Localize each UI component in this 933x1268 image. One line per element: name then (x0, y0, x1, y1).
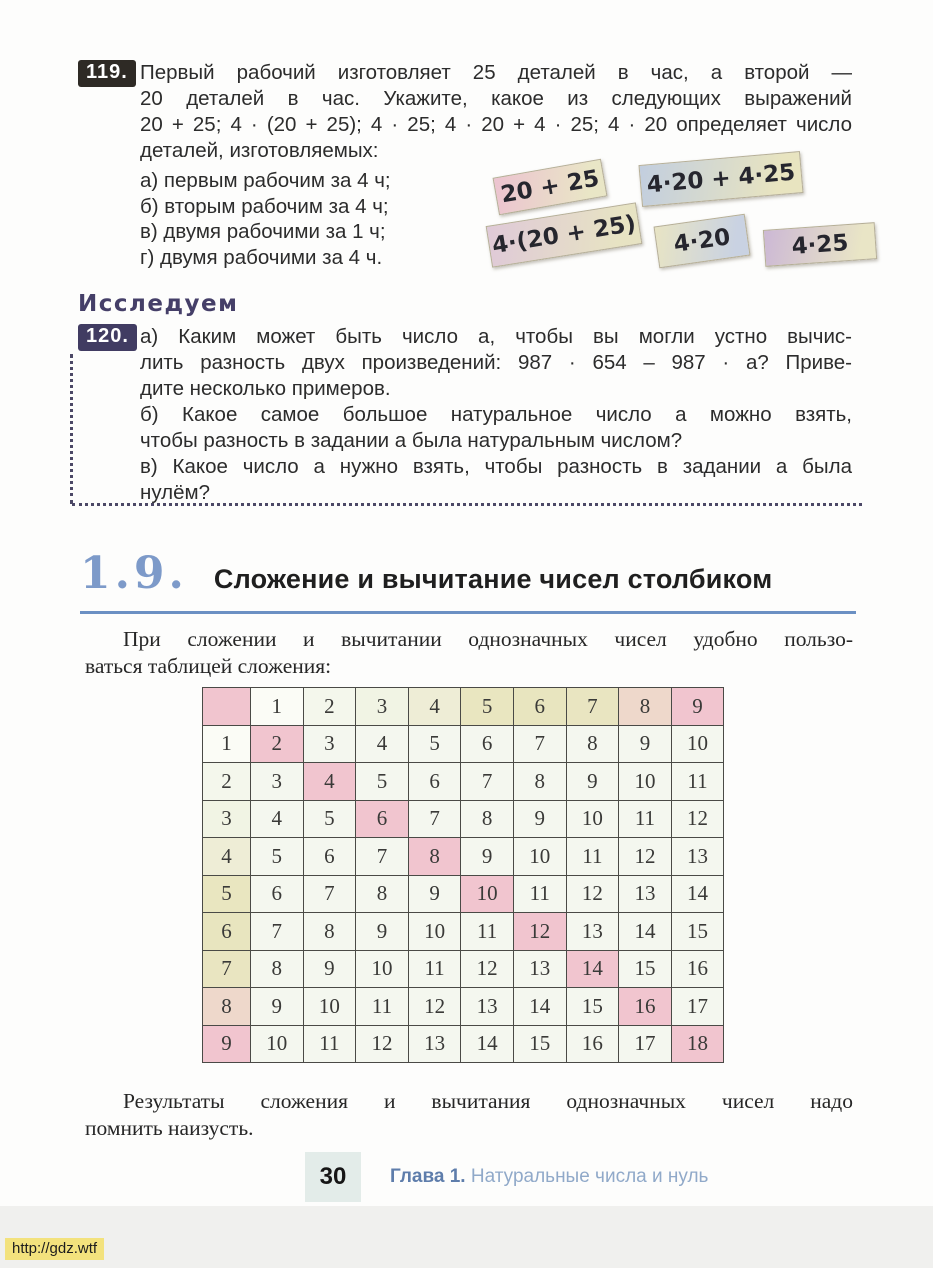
table-cell: 10 (513, 838, 566, 876)
table-cell: 6 (513, 688, 566, 726)
table-cell: 2 (203, 763, 251, 801)
table-cell: 12 (408, 988, 461, 1026)
table-cell: 10 (303, 988, 356, 1026)
table-cell: 13 (513, 950, 566, 988)
text-line: 20 деталей в час. Укажите, какое из следующих выражений (140, 87, 852, 110)
table-cell: 4 (203, 838, 251, 876)
table-cell: 10 (251, 1025, 304, 1063)
table-cell: 9 (303, 950, 356, 988)
table-cell: 8 (408, 838, 461, 876)
table-cell: 8 (303, 913, 356, 951)
table-cell: 15 (566, 988, 619, 1026)
table-cell: 6 (203, 913, 251, 951)
table-cell: 4 (408, 688, 461, 726)
table-cell: 7 (356, 838, 409, 876)
problem-119-options (140, 168, 391, 270)
table-cell: 8 (251, 950, 304, 988)
text-line: б) Какое самое большое натуральное число а можно взять, (140, 403, 852, 426)
table-cell: 11 (408, 950, 461, 988)
table-cell: 12 (513, 913, 566, 951)
addition-table-wrap (202, 687, 724, 1063)
table-cell: 14 (619, 913, 672, 951)
text-line: При сложении и вычитании однозначных чисел удобно пользо- (123, 627, 853, 651)
table-cell: 9 (251, 988, 304, 1026)
research-dotted-left-border (70, 354, 73, 504)
research-dotted-separator (72, 503, 862, 506)
table-cell: 12 (566, 875, 619, 913)
table-cell: 5 (408, 725, 461, 763)
table-cell: 8 (513, 763, 566, 801)
text-line: нулём? (140, 481, 210, 504)
problem-119-text (140, 60, 852, 164)
table-cell: 11 (356, 988, 409, 1026)
text-line: лить разность двух произведений: 987 · 654 – 987 · а? Приве- (140, 351, 852, 374)
table-cell: 6 (408, 763, 461, 801)
text-line: 20 + 25; 4 · (20 + 25); 4 · 25; 4 · 20 + 4 · 25; 4 · 20 определяет число (140, 113, 852, 136)
table-cell: 13 (408, 1025, 461, 1063)
text-line: Результаты сложения и вычитания однозначных чисел надо (123, 1089, 853, 1113)
problem-120-number-badge: 120. (78, 324, 137, 351)
table-cell: 2 (303, 688, 356, 726)
table-cell: 9 (566, 763, 619, 801)
table-cell: 6 (461, 725, 514, 763)
table-cell: 5 (303, 800, 356, 838)
intro-paragraph (85, 626, 853, 680)
outro-paragraph (85, 1088, 853, 1142)
table-cell: 11 (461, 913, 514, 951)
table-cell: 10 (461, 875, 514, 913)
list-item: а) первым рабочим за 4 ч; (140, 169, 391, 192)
table-cell: 15 (513, 1025, 566, 1063)
table-cell: 3 (203, 800, 251, 838)
table-cell: 8 (619, 688, 672, 726)
addition-table (202, 687, 724, 1063)
table-cell: 5 (356, 763, 409, 801)
table-cell: 13 (461, 988, 514, 1026)
section-number: 1.9. (80, 548, 188, 599)
research-section-heading: Исследуем (78, 291, 239, 317)
expression-tag: 4·20 (654, 214, 751, 268)
table-cell: 11 (619, 800, 672, 838)
table-cell: 7 (408, 800, 461, 838)
table-cell: 9 (356, 913, 409, 951)
expression-tag: 4·25 (763, 222, 877, 267)
table-cell: 8 (566, 725, 619, 763)
table-cell: 1 (203, 725, 251, 763)
table-cell: 13 (671, 838, 724, 876)
table-cell: 15 (619, 950, 672, 988)
expression-tag: 20 + 25 (493, 159, 608, 216)
table-cell: 15 (671, 913, 724, 951)
table-cell: 8 (356, 875, 409, 913)
table-cell: 11 (303, 1025, 356, 1063)
table-cell: 3 (303, 725, 356, 763)
text-line: дите несколько примеров. (140, 377, 391, 400)
table-cell: 8 (461, 800, 514, 838)
table-cell: 14 (671, 875, 724, 913)
list-item: г) двумя рабочими за 4 ч. (140, 245, 383, 269)
table-cell: 5 (203, 875, 251, 913)
table-cell: 10 (619, 763, 672, 801)
page-number: 30 (305, 1152, 361, 1202)
table-cell: 16 (671, 950, 724, 988)
table-cell: 14 (461, 1025, 514, 1063)
list-item: б) вторым рабочим за 4 ч; (140, 194, 389, 218)
table-cell: 14 (513, 988, 566, 1026)
table-cell: 17 (619, 1025, 672, 1063)
table-cell: 6 (356, 800, 409, 838)
table-cell: 4 (251, 800, 304, 838)
watermark-url: http://gdz.wtf (5, 1238, 104, 1260)
table-cell: 9 (619, 725, 672, 763)
table-cell: 17 (671, 988, 724, 1026)
expression-tag: 4·(20 + 25) (486, 202, 643, 267)
table-cell: 7 (251, 913, 304, 951)
text-line: Первый рабочий изготовляет 25 деталей в час, а второй — (140, 61, 852, 84)
table-cell: 10 (671, 725, 724, 763)
table-cell: 1 (251, 688, 304, 726)
problem-120-text (140, 324, 852, 506)
table-cell: 9 (408, 875, 461, 913)
expression-tags (470, 150, 910, 285)
table-cell: 11 (671, 763, 724, 801)
section-heading (80, 548, 856, 614)
table-cell: 18 (671, 1025, 724, 1063)
table-cell: 16 (619, 988, 672, 1026)
table-cell: 12 (671, 800, 724, 838)
section-title: Сложение и вычитание чисел столбиком (213, 564, 773, 594)
chapter-label: Глава 1. (390, 1166, 466, 1187)
chapter-breadcrumb (390, 1166, 708, 1188)
text-line: а) Каким может быть число а, чтобы вы могли устно вычис- (140, 325, 852, 348)
table-cell: 4 (356, 725, 409, 763)
table-cell: 16 (566, 1025, 619, 1063)
table-cell: 7 (203, 950, 251, 988)
table-cell: 12 (356, 1025, 409, 1063)
table-cell: 9 (513, 800, 566, 838)
table-cell: 7 (566, 688, 619, 726)
table-cell: 8 (203, 988, 251, 1026)
table-cell: 6 (303, 838, 356, 876)
table-cell: 6 (251, 875, 304, 913)
table-cell: 13 (619, 875, 672, 913)
table-cell: 7 (461, 763, 514, 801)
list-item: в) двумя рабочими за 1 ч; (140, 220, 386, 243)
table-cell: 9 (671, 688, 724, 726)
text-line: чтобы разность в задании а была натуральным числом? (140, 429, 683, 452)
table-cell: 9 (461, 838, 514, 876)
text-line: ваться таблицей сложения: (85, 654, 332, 678)
table-cell: 7 (303, 875, 356, 913)
table-cell: 2 (251, 725, 304, 763)
text-line: деталей, изготовляемых: (140, 139, 379, 162)
table-cell: 3 (356, 688, 409, 726)
table-cell: 12 (461, 950, 514, 988)
problem-119-number-badge: 119. (78, 60, 136, 87)
table-cell: 9 (203, 1025, 251, 1063)
text-line: помнить наизусть. (85, 1116, 254, 1140)
table-cell: 5 (461, 688, 514, 726)
chapter-title: Натуральные числа и нуль (470, 1166, 709, 1187)
table-cell: 4 (303, 763, 356, 801)
table-cell: 7 (513, 725, 566, 763)
table-cell: 3 (251, 763, 304, 801)
expression-tag: 4·20 + 4·25 (638, 151, 803, 207)
text-line: в) Какое число а нужно взять, чтобы разность в задании а была (140, 455, 852, 478)
table-cell (203, 688, 251, 726)
table-cell: 12 (619, 838, 672, 876)
table-cell: 5 (251, 838, 304, 876)
table-cell: 11 (513, 875, 566, 913)
table-cell: 11 (566, 838, 619, 876)
table-cell: 10 (408, 913, 461, 951)
table-cell: 13 (566, 913, 619, 951)
scan-bottom-edge (0, 1206, 933, 1268)
table-cell: 14 (566, 950, 619, 988)
table-cell: 10 (566, 800, 619, 838)
table-cell: 10 (356, 950, 409, 988)
